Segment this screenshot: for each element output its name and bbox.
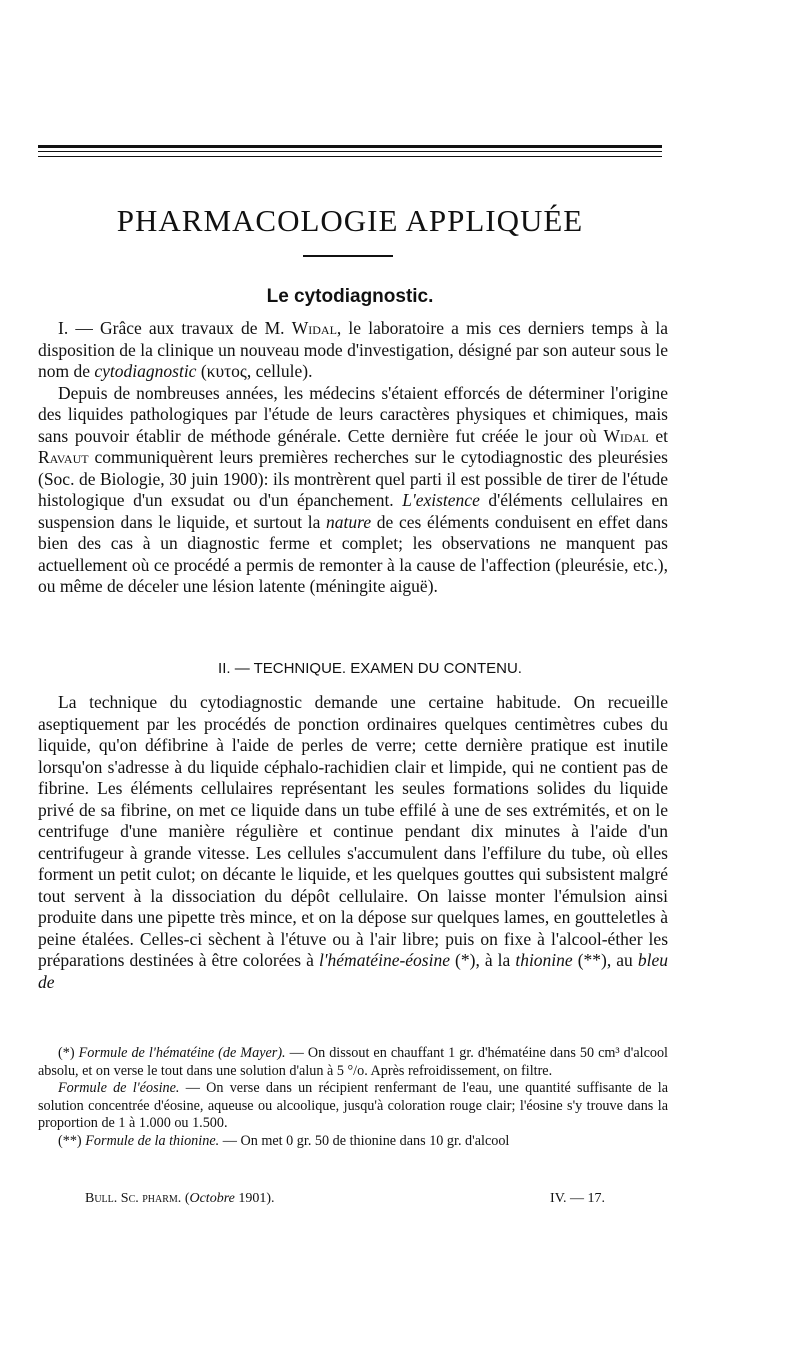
- author-name: Widal: [291, 318, 337, 338]
- paragraph-1: [38, 318, 668, 383]
- text-run: 1901).: [234, 1191, 275, 1206]
- top-rule-thin-2: [38, 156, 662, 157]
- paragraph-2: [38, 383, 668, 598]
- footnote-2: [38, 1080, 668, 1133]
- subheading: II. — TECHNIQUE. EXAMEN DU CONTENU.: [218, 660, 522, 677]
- author-name: Ravaut: [38, 447, 89, 467]
- journal-name: Bull. Sc. pharm.: [85, 1191, 182, 1206]
- top-rule-thick: [38, 145, 662, 148]
- body-part-2: [38, 692, 668, 993]
- text-run: Depuis de nombreuses années, les médecins s'étaient efforcés de déterminer l'origine des liquides pathologiques par l'étude de leurs caractères physiques et chimiques, mais sans pouvoir établir de méthode générale. Cette dernière fut créée le jour où: [38, 382, 668, 446]
- emphasis: Formule de l'hématéine (de Mayer).: [78, 1045, 286, 1061]
- emphasis: l'hématéine-éosine: [318, 950, 450, 970]
- text-run: (*), à la: [450, 950, 516, 970]
- text-run: I. — Grâce aux travaux de M.: [58, 318, 292, 338]
- page-title: PHARMACOLOGIE APPLIQUÉE: [116, 203, 584, 238]
- text-run: , le laboratoire a mis ces derniers temps à la disposition de la clinique un nouveau mode d'investigation, désigné par son auteur sous le nom de: [38, 318, 668, 381]
- emphasis: Formule de la thionine.: [85, 1132, 220, 1149]
- footnotes: [38, 1045, 668, 1150]
- text-run: — On met 0 gr. 50 de thionine dans 10 gr. d'alcool: [219, 1132, 510, 1149]
- author-name: Widal: [603, 425, 649, 446]
- text-run: d'éléments cellulaires en suspension dans le liquide, et surtout la: [38, 490, 668, 532]
- journal-citation: [85, 1191, 275, 1207]
- text-run: et: [648, 425, 669, 446]
- emphasis: cytodiagnostic: [94, 361, 197, 381]
- text-run: — On verse dans un récipient renfermant de l'eau, une quantité suffisante de la solution concentrée d'éosine, aqueuse ou alcoolique, jusqu'à coloration rouge clair; l'éosine s'y trouve dans la proportion de 1 à 1.000 ou 1.500.: [38, 1080, 668, 1131]
- signature-mark: IV. — 17.: [550, 1191, 605, 1206]
- body-part-1: [38, 318, 668, 598]
- footnote-marker: (**): [58, 1132, 86, 1149]
- paragraph-3: [38, 692, 668, 993]
- footnote-marker: (*): [58, 1045, 79, 1061]
- emphasis: bleu de: [38, 950, 668, 992]
- text-run: La technique du cytodiagnostic demande une certaine habitude. On recueille aseptiquement par les procédés de ponction ordinaires quelques centimètres cubes du liquide, qu'on défibrine à l'aide de perles de verre; cette dernière pratique est inutile lorsqu'on s'adresse à du liquide céphalo-rachidien clair et limpide, qui ne contient pas de fibrine. Les éléments cellulaires représentant les seules formations solides du liquide privé de sa fibrine, on met ce liquide dans un tube effilé à une de ses extrémités, et on le centrifuge d'une manière régulière et continue pendant dix minutes à l'aide d'un centrifugeur à grande vitesse. Les cellules s'accumulent dans l'effilure du tube, où elles forment un petit culot; on décante le liquide, et les quelques gouttes qui subsistent malgré tout servent à la dissociation du dépôt cellulaire. On laisse monter l'émulsion ainsi produite dans une pipette très mince, et on la dépose sur quelques lames, en goutteletles à peine étalées. Celles-ci sèchent à l'étuve ou à l'air libre; puis on fixe à l'alcool-éther les préparations destinées à être colorées à: [38, 692, 668, 970]
- footnote-3: [38, 1133, 668, 1151]
- footnote-1: [38, 1045, 668, 1080]
- page-footer: [85, 1191, 605, 1207]
- emphasis: L'existence: [402, 490, 480, 510]
- emphasis: Octobre: [189, 1191, 235, 1206]
- section-title: Le cytodiagnostic.: [266, 286, 434, 307]
- emphasis: nature: [326, 511, 372, 532]
- text-run: (: [181, 1191, 190, 1206]
- text-run: (κυτος, cellule).: [196, 361, 313, 381]
- text-run: communiquèrent leurs premières recherches sur le cytodiagnostic des pleurésies (Soc. de Biologie, 30 juin 1900): ils montrèrent quel parti il est possible de tirer de l'étude histologique d'un exsudat ou d'un épanchement.: [38, 447, 668, 510]
- text-run: de ces éléments conduisent en effet dans bien des cas à un diagnostic ferme et complet; les observations ne manquent pas actuellement où ce procédé a permis de remonter à la cause de l'affection (pleurésie, etc.), ou même de déceler une lésion latente (méningite aiguë).: [38, 511, 668, 596]
- top-rule-thin: [38, 151, 662, 152]
- emphasis: thionine: [515, 950, 573, 970]
- text-run: (**), au: [572, 950, 638, 970]
- text-run: — On dissout en chauffant 1 gr. d'hématéine dans 50 cm³ d'alcool absolu, et on verse le tout dans une solution d'alun à 5 °/o. Après refroidissement, on filtre.: [38, 1045, 668, 1079]
- emphasis: Formule de l'éosine.: [58, 1080, 180, 1096]
- title-divider: [303, 255, 393, 257]
